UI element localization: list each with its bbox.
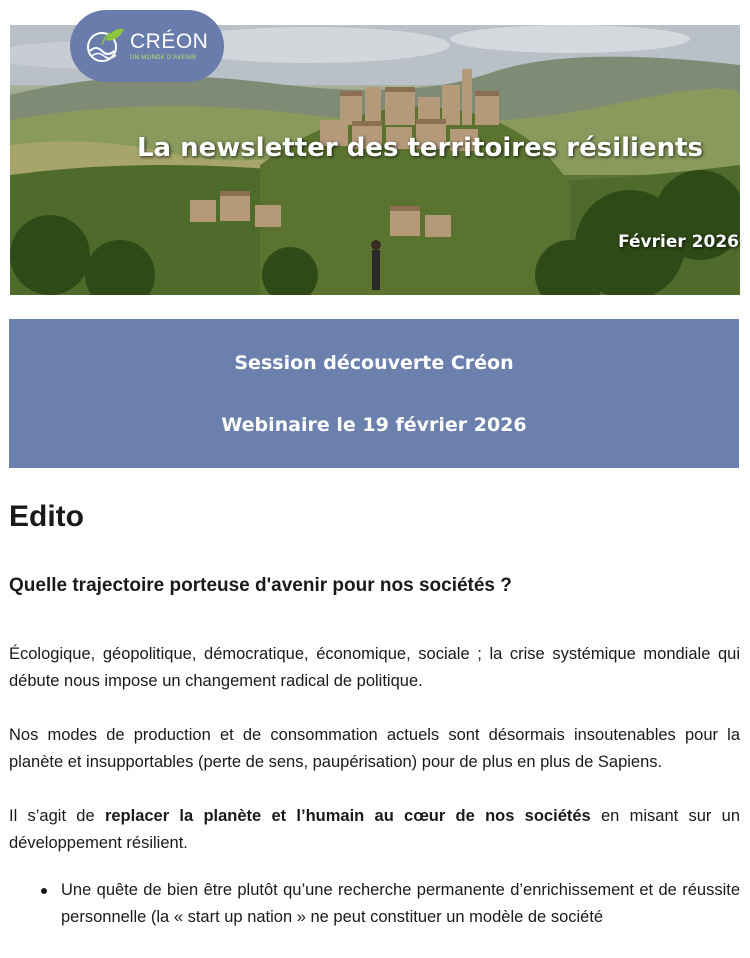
edito-paragraph: Nos modes de production et de consommation actuels sont désormais insoutenables pour la planète et insupportables (perte de sens, paupérisation) pour de plus en plus de Sapiens.: [9, 726, 740, 771]
edito-paragraph: [9, 803, 740, 857]
logo-name: CRÉON: [130, 30, 209, 53]
banner-session-title: Session découverte Créon: [234, 351, 514, 374]
webinar-banner[interactable]: [9, 319, 739, 468]
edito-heading: Edito: [9, 500, 84, 533]
banner-webinar-date: Webinaire le 19 février 2026: [221, 413, 527, 436]
list-item: Une quête de bien être plutôt qu’une recherche permanente d’enrichissement et de réussite personnelle (la « start up nation » ne peut constituer un modèle de société: [39, 877, 740, 931]
creon-logo[interactable]: [70, 10, 224, 82]
newsletter-title: La newsletter des territoires résilients: [136, 133, 703, 163]
edito-section: [9, 498, 740, 931]
edito-paragraph: Écologique, géopolitique, démocratique, économique, sociale ; la crise systémique mondiale qui débute nous impose un changement radical de politique.: [9, 645, 740, 690]
paragraph-text: Il s’agit de: [9, 807, 105, 825]
logo-tagline: UN MONDE D'AVENIR: [130, 55, 197, 61]
newsletter-date: Février 2026: [618, 232, 739, 252]
leaf-wave-icon: [80, 23, 126, 69]
paragraph-emphasis: replacer la planète et l’humain au cœur de nos sociétés: [104, 807, 591, 825]
paragraph-text: en misant sur un développement résilient.: [9, 807, 741, 852]
edito-bullet-list: [9, 877, 740, 931]
edito-subheading: Quelle trajectoire porteuse d'avenir pour nos sociétés ?: [9, 575, 512, 596]
